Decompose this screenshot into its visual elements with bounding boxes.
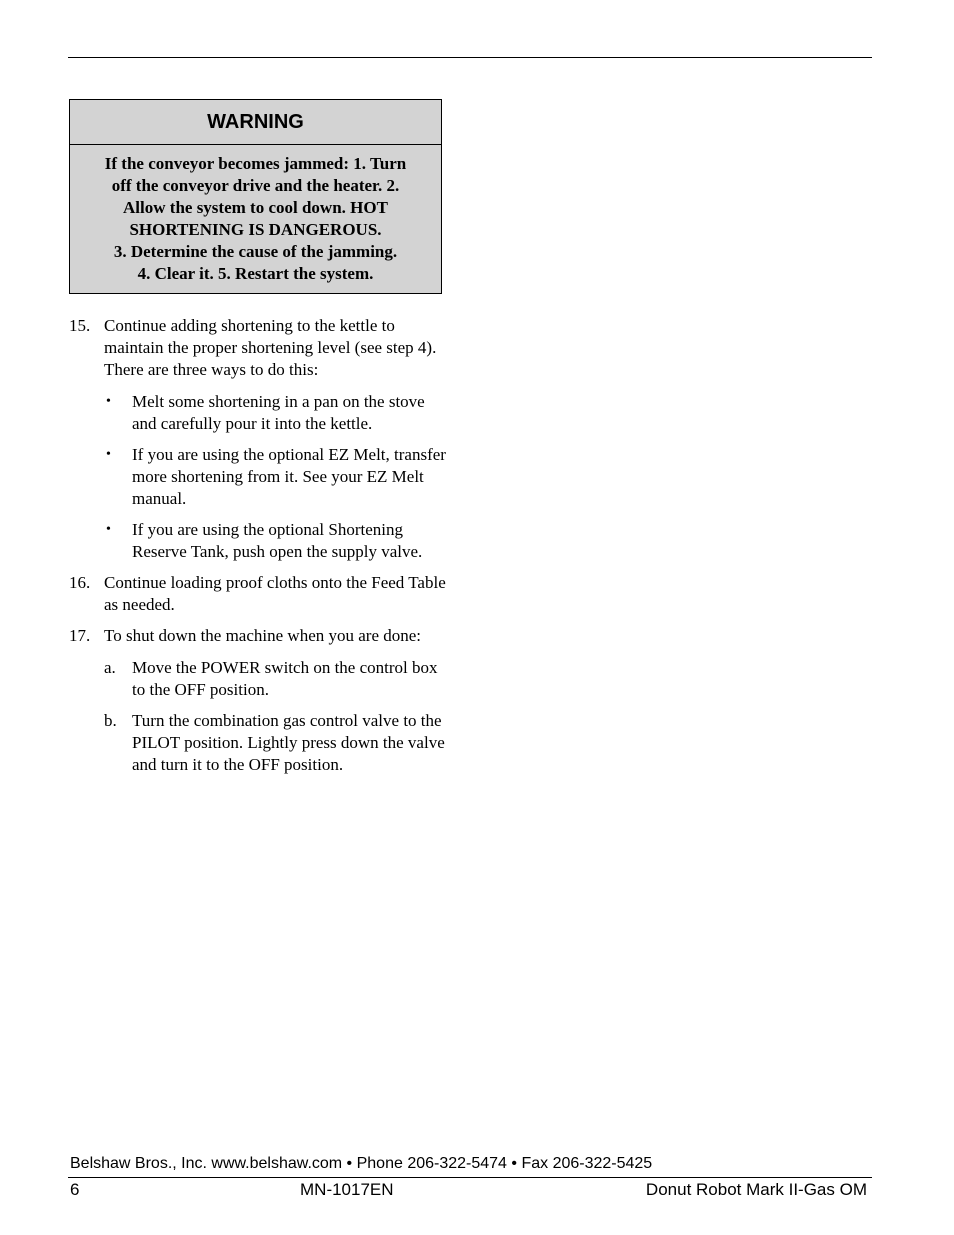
step-16 xyxy=(69,572,449,616)
list-item xyxy=(104,657,449,701)
list-item-text: Turn the combination gas control valve to the PILOT position. Lightly press down the valve and turn it to the OFF position. xyxy=(132,711,445,774)
lettered-list xyxy=(104,657,449,776)
document-title: Donut Robot Mark II-Gas OM xyxy=(645,1180,867,1199)
item-label: a. xyxy=(104,658,116,677)
step-text: Continue loading proof cloths onto the Feed Table as needed. xyxy=(104,573,446,614)
warning-line: 3. Determine the cause of the jamming. xyxy=(113,242,398,261)
item-label: b. xyxy=(104,711,117,730)
step-text: To shut down the machine when you are done: xyxy=(104,626,422,645)
warning-line: SHORTENING IS DANGEROUS. xyxy=(129,220,382,239)
warning-line: If the conveyor becomes jammed: 1. Turn xyxy=(104,154,407,173)
footer-rule xyxy=(68,1177,872,1178)
instruction-list xyxy=(69,315,449,785)
warning-box xyxy=(69,99,442,294)
document-number: MN-1017EN xyxy=(300,1180,394,1199)
page-number: 6 xyxy=(70,1180,80,1199)
list-item xyxy=(104,391,449,435)
bullet-list xyxy=(104,391,449,563)
warning-line: 4. Clear it. 5. Restart the system. xyxy=(137,264,374,283)
list-item-text: If you are using the optional Shortening Reserve Tank, push open the supply valve. xyxy=(132,520,423,561)
step-number: 17. xyxy=(69,626,91,645)
step-number: 15. xyxy=(69,316,91,335)
step-number: 16. xyxy=(69,573,91,592)
warning-line: off the conveyor drive and the heater. 2. xyxy=(111,176,400,195)
step-15 xyxy=(69,315,449,563)
header-rule xyxy=(68,57,872,58)
step-17 xyxy=(69,625,449,776)
list-item-text: Move the POWER switch on the control box to the OFF position. xyxy=(132,658,438,699)
bullet-icon: • xyxy=(106,522,111,537)
warning-text xyxy=(70,145,441,285)
list-item xyxy=(104,444,449,510)
list-item-text: If you are using the optional EZ Melt, transfer more shortening from it. See your EZ Melt manual. xyxy=(132,445,446,508)
warning-title: WARNING xyxy=(70,100,441,145)
list-item xyxy=(104,519,449,563)
step-text: Continue adding shortening to the kettle to maintain the proper shortening level (see step 4). There are three ways to do this: xyxy=(104,316,437,379)
list-item-text: Melt some shortening in a pan on the stove and carefully pour it into the kettle. xyxy=(132,392,425,433)
footer-company-info: Belshaw Bros., Inc. www.belshaw.com • Phone 206-322-5474 • Fax 206-322-5425 xyxy=(70,1155,653,1172)
list-item xyxy=(104,710,449,776)
bullet-icon: • xyxy=(106,447,111,462)
bullet-icon: • xyxy=(106,394,111,409)
warning-line: Allow the system to cool down. HOT xyxy=(123,198,388,217)
